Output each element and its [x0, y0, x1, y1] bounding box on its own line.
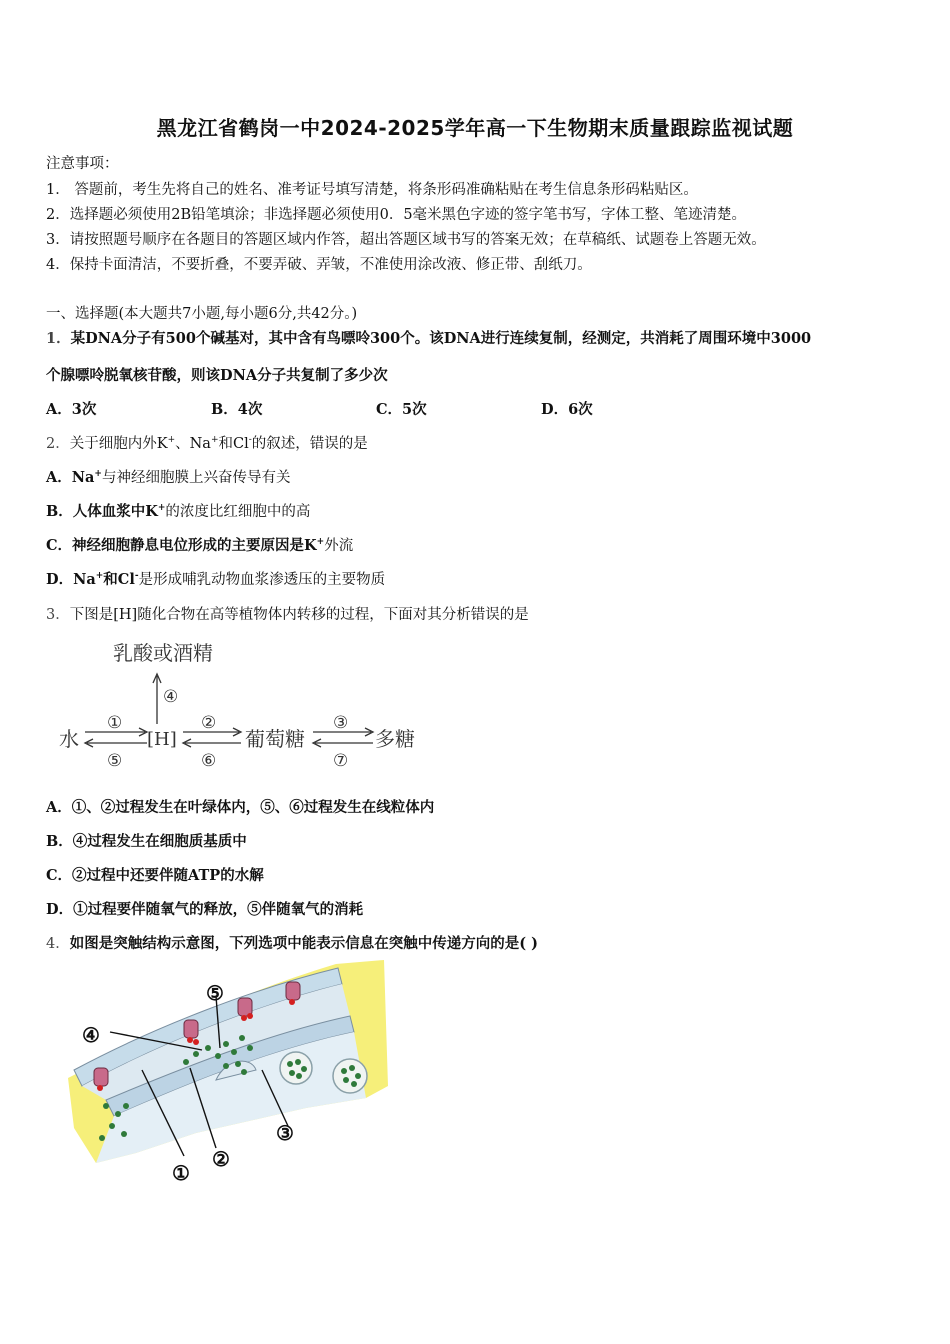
q2-sup-2: + [210, 435, 219, 446]
q2-c-part1: C．神经细胞静息电位形成的主要原因是K [46, 537, 317, 554]
diagram-glucose: 葡萄糖 [245, 727, 305, 751]
diagram-n7: ⑦ [333, 751, 349, 771]
q2-c-part2: 外流 [324, 538, 354, 554]
q2-sup-3: - [248, 435, 252, 446]
q3-number: 3． [46, 607, 70, 623]
q2-d-sup2: - [134, 571, 139, 582]
diagram-top-label: 乳酸或酒精 [113, 641, 213, 665]
q1-stem-line1: 某DNA分子有500个碱基对，其中含有鸟嘌呤300个。该DNA进行连续复制，经测定，共消耗了周围环境中3000 [70, 330, 812, 347]
page-title: 黑龙江省鹤岗一中2024-2025学年高一下生物期末质量跟踪监视试题 [156, 116, 794, 140]
q2-stem-part2: 、Na [175, 436, 211, 452]
q1-stem [46, 327, 811, 348]
q4-stem-text: 如图是突触结构示意图，下列选项中能表示信息在突触中传递方向的是( ) [69, 935, 539, 952]
q3-option-b: B．④过程发生在细胞质基质中 [46, 833, 247, 850]
q1-stem-line2: 个腺嘌呤脱氧核苷酸，则该DNA分子共复制了多少次 [46, 367, 388, 384]
q4-number: 4． [46, 936, 70, 952]
q2-d-part3: 是形成哺乳动物血浆渗透压的主要物质 [138, 572, 386, 588]
diagram-n5: ⑤ [107, 751, 123, 771]
q2-c-sup: + [316, 537, 325, 548]
q4-stem [46, 932, 538, 953]
q3-option-d: D．①过程要伴随氧气的释放，⑤伴随氧气的消耗 [46, 901, 364, 918]
diagram-n3: ③ [333, 713, 349, 733]
synapse-label-2: ② [212, 1147, 230, 1171]
diagram-water: 水 [59, 727, 79, 751]
notice-item-1: 1． 答题前，考生先将自己的姓名、准考证号填写清楚，将条形码准确粘贴在考生信息条形码粘贴区。 [46, 182, 698, 198]
q1-option-c: C．5次 [376, 401, 427, 418]
hydrogen-transfer-diagram [55, 636, 435, 781]
q2-b-part2: 的浓度比红细胞中的高 [165, 504, 311, 520]
q1-option-b: B．4次 [211, 401, 263, 418]
q2-stem-part4: 的叙述，错误的是 [251, 436, 368, 452]
notice-item-4: 4．保持卡面清洁，不要折叠，不要弄破、弄皱，不准使用涂改液、修正带、刮纸刀。 [46, 257, 592, 273]
diagram-poly: 多糖 [375, 727, 415, 751]
q3-option-c: C．②过程中还要伴随ATP的水解 [46, 867, 264, 884]
q2-sup-1: + [167, 435, 176, 446]
q3-stem [46, 603, 529, 624]
q3-option-a: A．①、②过程发生在叶绿体内，⑤、⑥过程发生在线粒体内 [46, 799, 435, 816]
synapse-label-3: ③ [276, 1121, 294, 1145]
q2-b-part1: B．人体血浆中K [46, 503, 158, 520]
q2-a-sup: + [94, 469, 102, 480]
q2-number: 2． [46, 436, 70, 452]
q2-option-a [46, 466, 290, 487]
q2-d-part2: 和Cl [103, 571, 135, 588]
q1-number: 1． [46, 330, 71, 347]
q2-d-sup1: + [95, 571, 104, 582]
diagram-n1: ① [107, 713, 123, 733]
q2-option-d [46, 568, 385, 589]
diagram-n4: ④ [163, 687, 179, 707]
synapse-diagram [66, 958, 396, 1188]
diagram-h: [H] [147, 729, 177, 750]
synapse-label-4: ④ [82, 1023, 100, 1047]
q2-stem-part3: 和Cl [218, 436, 249, 452]
diagram-n6: ⑥ [201, 751, 217, 771]
q2-a-part2: 与神经细胞膜上兴奋传导有关 [101, 470, 291, 486]
notice-item-2: 2．选择题必须使用2B铅笔填涂；非选择题必须使用0．5毫米黑色字迹的签字笔书写，字体工整、笔迹清楚。 [46, 207, 747, 223]
notice-heading: 注意事项： [46, 156, 119, 172]
q1-option-d: D．6次 [541, 401, 593, 418]
q2-b-sup: + [157, 503, 166, 514]
section-heading: 一、选择题(本大题共7小题,每小题6分,共42分。) [46, 306, 358, 322]
q2-option-b [46, 500, 310, 521]
diagram-n2: ② [201, 713, 217, 733]
q2-stem [46, 432, 368, 453]
q1-option-a: A．3次 [46, 401, 97, 418]
q2-stem-part1: 关于细胞内外K [69, 436, 168, 452]
q2-a-part1: A．Na [46, 469, 95, 486]
synapse-label-5: ⑤ [206, 981, 224, 1005]
q2-option-c [46, 534, 353, 555]
q3-stem-text: 下图是[H]随化合物在高等植物体内转移的过程，下面对其分析错误的是 [69, 607, 529, 623]
q2-d-part1: D．Na [46, 571, 96, 588]
synapse-label-1: ① [172, 1161, 190, 1185]
notice-item-3: 3．请按照题号顺序在各题目的答题区域内作答，超出答题区域书写的答案无效；在草稿纸、试题卷上答题无效。 [46, 232, 766, 248]
